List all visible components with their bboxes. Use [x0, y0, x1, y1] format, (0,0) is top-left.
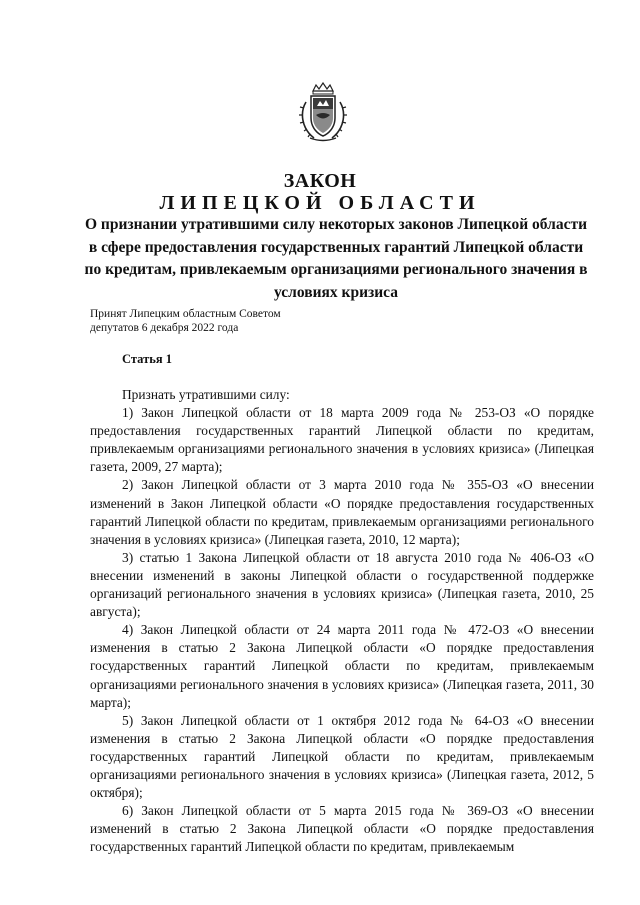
document-type-title: ЗАКОН	[283, 170, 357, 192]
law-subject-title: О признании утратившими силу некоторых законов Липецкой области в сфере предоставления государственных гарантий Липецкой области по кредитам, привлекаемым организациями регионального значения в условиях кризиса	[84, 216, 588, 302]
article-paragraph: 4) Закон Липецкой области от 24 марта 2011 года № 472-ОЗ «О внесении изменения в статью 2 Закона Липецкой области «О порядке предоставления государственных гарантий Липецкой области по кредитам, привлекаемым организациями регионального значения в условиях кризиса» (Липецкая газета, 2011, 30 марта);	[90, 622, 594, 710]
adoption-note-line: депутатов 6 декабря 2022 года	[90, 321, 239, 334]
article-paragraph: 3) статью 1 Закона Липецкой области от 18 августа 2010 года № 406-ОЗ «О внесении изменений в законы Липецкой области о государственной поддержке организаций регионального значения в условиях кризиса» (Липецкая газета, 2010, 25 августа);	[90, 549, 594, 620]
adoption-note-line: Принят Липецким областным Советом	[90, 308, 281, 320]
article-paragraph: 6) Закон Липецкой области от 5 марта 2015 года № 369-ОЗ «О внесении изменений в статью 2 Закона Липецкой области «О порядке предоставления государственных гарантий Липецкой области по кредитам, привлекаемым	[90, 803, 594, 855]
region-title: ЛИПЕЦКОЙ ОБЛАСТИ	[159, 192, 481, 214]
article-heading: Статья 1	[122, 352, 172, 366]
article-body	[90, 386, 594, 856]
coat-of-arms-icon	[296, 82, 350, 144]
article-paragraph: 5) Закон Липецкой области от 1 октября 2012 года № 64-ОЗ «О внесении изменения в статью 2 Закона Липецкой области «О порядке предоставления государственных гарантий Липецкой области по кредитам, привлекаемым организациями регионального значения в условиях кризиса» (Липецкая газета, 2012, 5 октября);	[90, 712, 594, 801]
article-paragraph: 1) Закон Липецкой области от 18 марта 2009 года № 253-ОЗ «О порядке предоставления государственных гарантий Липецкой области по кредитам, привлекаемым организациями регионального значения в условиях кризиса» (Липецкая газета, 2009, 27 марта);	[90, 405, 594, 475]
article-paragraph: Признать утратившими силу:	[122, 387, 290, 402]
adoption-note	[90, 308, 390, 335]
article-paragraph: 2) Закон Липецкой области от 3 марта 2010 года № 355-ОЗ «О внесении изменений в Закон Липецкой области «О порядке предоставления государственных гарантий Липецкой области по кредитам, привлекаемым организациями регионального значения в условиях кризиса» (Липецкая газета, 2010, 12 марта);	[90, 477, 594, 547]
